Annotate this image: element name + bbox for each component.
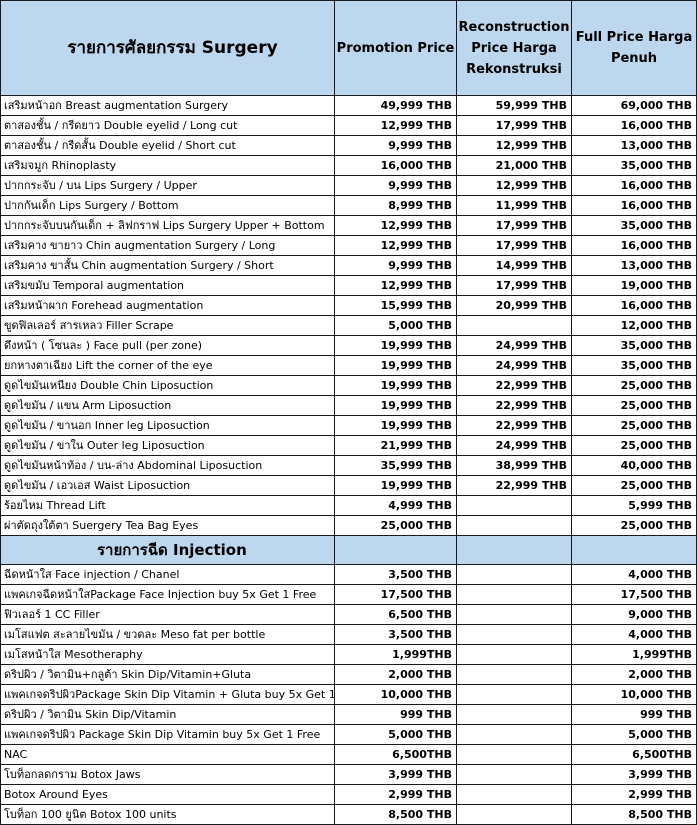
table-row <box>1 645 697 665</box>
header-item: รายการศัลยกรรม Surgery <box>1 1 335 96</box>
table-row <box>1 96 697 116</box>
procedure-name: โบท็อก 100 ยูนิต Botox 100 units <box>1 805 335 825</box>
header-promotion-price: Promotion Price <box>335 1 457 96</box>
reconstruction-price <box>457 745 572 765</box>
promotion-price: 19,999 THB <box>335 336 457 356</box>
procedure-name: เสริมขมับ Temporal augmentation <box>1 276 335 296</box>
promotion-price: 19,999 THB <box>335 356 457 376</box>
full-price: 1,999THB <box>572 645 697 665</box>
full-price: 9,000 THB <box>572 605 697 625</box>
table-row <box>1 256 697 276</box>
table-row <box>1 496 697 516</box>
procedure-name: ดริปผิว / วิตามิน Skin Dip/Vitamin <box>1 705 335 725</box>
reconstruction-price <box>457 765 572 785</box>
procedure-name: แพคเกจดริปผิวPackage Skin Dip Vitamin + Gluta buy 5x Get 1 <box>1 685 335 705</box>
header-reconstruction-price: Reconstruction Price Harga Rekonstruksi <box>457 1 572 96</box>
table-row <box>1 765 697 785</box>
procedure-name: เสริมคาง ขายาว Chin augmentation Surgery / Long <box>1 236 335 256</box>
promotion-price: 999 THB <box>335 705 457 725</box>
promotion-price: 49,999 THB <box>335 96 457 116</box>
full-price: 16,000 THB <box>572 236 697 256</box>
table-header <box>1 1 697 96</box>
full-price: 16,000 THB <box>572 116 697 136</box>
section-full-empty <box>572 536 697 565</box>
reconstruction-price: 12,999 THB <box>457 176 572 196</box>
table-row <box>1 276 697 296</box>
reconstruction-price <box>457 496 572 516</box>
header-full-price: Full Price Harga Penuh <box>572 1 697 96</box>
procedure-name: ร้อยไหม Thread Lift <box>1 496 335 516</box>
procedure-name: เสริมหน้าอก Breast augmentation Surgery <box>1 96 335 116</box>
table-row <box>1 136 697 156</box>
table-row <box>1 476 697 496</box>
table-row <box>1 176 697 196</box>
procedure-name: NAC <box>1 745 335 765</box>
reconstruction-price: 17,999 THB <box>457 236 572 256</box>
full-price: 16,000 THB <box>572 196 697 216</box>
promotion-price: 2,000 THB <box>335 665 457 685</box>
reconstruction-price <box>457 645 572 665</box>
reconstruction-price: 17,999 THB <box>457 216 572 236</box>
table-row <box>1 785 697 805</box>
promotion-price: 12,999 THB <box>335 276 457 296</box>
full-price: 35,000 THB <box>572 156 697 176</box>
full-price: 69,000 THB <box>572 96 697 116</box>
table-row <box>1 156 697 176</box>
promotion-price: 12,999 THB <box>335 236 457 256</box>
promotion-price: 8,999 THB <box>335 196 457 216</box>
promotion-price: 3,500 THB <box>335 625 457 645</box>
procedure-name: เมโสหน้าใส Mesotheraphy <box>1 645 335 665</box>
promotion-price: 3,500 THB <box>335 565 457 585</box>
reconstruction-price <box>457 725 572 745</box>
table-row <box>1 116 697 136</box>
procedure-name: ฟิวเลอร์ 1 CC Filler <box>1 605 335 625</box>
full-price: 5,000 THB <box>572 725 697 745</box>
full-price: 2,999 THB <box>572 785 697 805</box>
procedure-name: ฉีดหน้าใส Face injection / Chanel <box>1 565 335 585</box>
promotion-price: 9,999 THB <box>335 256 457 276</box>
table-row <box>1 585 697 605</box>
promotion-price: 19,999 THB <box>335 396 457 416</box>
reconstruction-price: 17,999 THB <box>457 276 572 296</box>
full-price: 13,000 THB <box>572 256 697 276</box>
table-row <box>1 436 697 456</box>
section-promo-empty <box>335 536 457 565</box>
reconstruction-price: 17,999 THB <box>457 116 572 136</box>
promotion-price: 9,999 THB <box>335 176 457 196</box>
procedure-name: Botox Around Eyes <box>1 785 335 805</box>
table-row <box>1 745 697 765</box>
promotion-price: 19,999 THB <box>335 416 457 436</box>
procedure-name: ดริปผิว / วิตามิน+กลูต้า Skin Dip/Vitamin+Gluta <box>1 665 335 685</box>
reconstruction-price <box>457 705 572 725</box>
reconstruction-price: 22,999 THB <box>457 396 572 416</box>
table-row <box>1 565 697 585</box>
procedure-name: ดูดไขมัน / แขน Arm Liposuction <box>1 396 335 416</box>
reconstruction-price: 24,999 THB <box>457 336 572 356</box>
table-row <box>1 416 697 436</box>
reconstruction-price: 24,999 THB <box>457 436 572 456</box>
section-title: รายการฉีด Injection <box>1 536 335 565</box>
full-price: 25,000 THB <box>572 416 697 436</box>
table-row <box>1 376 697 396</box>
table-row <box>1 316 697 336</box>
table-row <box>1 516 697 536</box>
full-price: 25,000 THB <box>572 396 697 416</box>
reconstruction-price <box>457 685 572 705</box>
table-row <box>1 625 697 645</box>
reconstruction-price <box>457 625 572 645</box>
promotion-price: 16,000 THB <box>335 156 457 176</box>
table-body <box>1 96 697 825</box>
promotion-price: 5,000 THB <box>335 316 457 336</box>
promotion-price: 17,500 THB <box>335 585 457 605</box>
promotion-price: 1,999THB <box>335 645 457 665</box>
reconstruction-price <box>457 585 572 605</box>
header-row <box>1 1 697 96</box>
table-row <box>1 396 697 416</box>
procedure-name: ดูดไขมัน / ขานอก Inner leg Liposuction <box>1 416 335 436</box>
table-row <box>1 725 697 745</box>
reconstruction-price <box>457 785 572 805</box>
full-price: 25,000 THB <box>572 476 697 496</box>
reconstruction-price: 21,000 THB <box>457 156 572 176</box>
reconstruction-price: 22,999 THB <box>457 416 572 436</box>
procedure-name: แพคเกจดริปผิว Package Skin Dip Vitamin buy 5x Get 1 Free <box>1 725 335 745</box>
promotion-price: 19,999 THB <box>335 476 457 496</box>
table-row <box>1 356 697 376</box>
promotion-price: 3,999 THB <box>335 765 457 785</box>
promotion-price: 15,999 THB <box>335 296 457 316</box>
reconstruction-price <box>457 316 572 336</box>
full-price: 12,000 THB <box>572 316 697 336</box>
full-price: 999 THB <box>572 705 697 725</box>
procedure-name: ปากกระจับบนกันเด็ก + ลิฟกราฟ Lips Surgery Upper + Bottom <box>1 216 335 236</box>
full-price: 25,000 THB <box>572 436 697 456</box>
full-price: 16,000 THB <box>572 296 697 316</box>
promotion-price: 12,999 THB <box>335 216 457 236</box>
full-price: 40,000 THB <box>572 456 697 476</box>
table-row <box>1 665 697 685</box>
full-price: 8,500 THB <box>572 805 697 825</box>
reconstruction-price: 12,999 THB <box>457 136 572 156</box>
full-price: 35,000 THB <box>572 216 697 236</box>
full-price: 13,000 THB <box>572 136 697 156</box>
full-price: 25,000 THB <box>572 516 697 536</box>
procedure-name: ปากกันเด็ก Lips Surgery / Bottom <box>1 196 335 216</box>
reconstruction-price: 22,999 THB <box>457 476 572 496</box>
reconstruction-price: 20,999 THB <box>457 296 572 316</box>
table-row <box>1 336 697 356</box>
promotion-price: 9,999 THB <box>335 136 457 156</box>
promotion-price: 6,500 THB <box>335 605 457 625</box>
full-price: 35,000 THB <box>572 336 697 356</box>
full-price: 19,000 THB <box>572 276 697 296</box>
promotion-price: 4,999 THB <box>335 496 457 516</box>
reconstruction-price <box>457 605 572 625</box>
procedure-name: เสริมจมูก Rhinoplasty <box>1 156 335 176</box>
promotion-price: 35,999 THB <box>335 456 457 476</box>
promotion-price: 8,500 THB <box>335 805 457 825</box>
reconstruction-price <box>457 665 572 685</box>
procedure-name: ดูดไขมัน / เอวเอส Waist Liposuction <box>1 476 335 496</box>
procedure-name: ตาสองชั้น / กรีดสั้น Double eyelid / Short cut <box>1 136 335 156</box>
full-price: 2,000 THB <box>572 665 697 685</box>
promotion-price: 21,999 THB <box>335 436 457 456</box>
procedure-name: ปากกระจับ / บน Lips Surgery / Upper <box>1 176 335 196</box>
section-header-row <box>1 536 697 565</box>
promotion-price: 25,000 THB <box>335 516 457 536</box>
table-row <box>1 805 697 825</box>
reconstruction-price <box>457 516 572 536</box>
full-price: 16,000 THB <box>572 176 697 196</box>
reconstruction-price: 59,999 THB <box>457 96 572 116</box>
reconstruction-price <box>457 805 572 825</box>
procedure-name: แพคเกจฉีดหน้าใสPackage Face Injection buy 5x Get 1 Free <box>1 585 335 605</box>
procedure-name: ขูดฟิลเลอร์ สารเหลว Filler Scrape <box>1 316 335 336</box>
table-row <box>1 685 697 705</box>
procedure-name: ตาสองชั้น / กรีดยาว Double eyelid / Long cut <box>1 116 335 136</box>
promotion-price: 5,000 THB <box>335 725 457 745</box>
procedure-name: ดึงหน้า ( โซนละ ) Face pull (per zone) <box>1 336 335 356</box>
table-row <box>1 705 697 725</box>
reconstruction-price <box>457 565 572 585</box>
promotion-price: 10,000 THB <box>335 685 457 705</box>
full-price: 10,000 THB <box>572 685 697 705</box>
procedure-name: ผ่าตัดถุงใต้ตา Suergery Tea Bag Eyes <box>1 516 335 536</box>
procedure-name: เมโสแฟต สะลายไขมัน / ขวดละ Meso fat per bottle <box>1 625 335 645</box>
full-price: 5,999 THB <box>572 496 697 516</box>
full-price: 4,000 THB <box>572 625 697 645</box>
full-price: 3,999 THB <box>572 765 697 785</box>
promotion-price: 12,999 THB <box>335 116 457 136</box>
reconstruction-price: 14,999 THB <box>457 256 572 276</box>
section-recon-empty <box>457 536 572 565</box>
reconstruction-price: 24,999 THB <box>457 356 572 376</box>
full-price: 6,500THB <box>572 745 697 765</box>
full-price: 4,000 THB <box>572 565 697 585</box>
full-price: 35,000 THB <box>572 356 697 376</box>
table-row <box>1 216 697 236</box>
procedure-name: เสริมคาง ขาสั้น Chin augmentation Surgery / Short <box>1 256 335 276</box>
table-row <box>1 605 697 625</box>
full-price: 17,500 THB <box>572 585 697 605</box>
reconstruction-price: 11,999 THB <box>457 196 572 216</box>
procedure-name: โบท็อกลดกราม Botox Jaws <box>1 765 335 785</box>
procedure-name: เสริมหน้าผาก Forehead augmentation <box>1 296 335 316</box>
table-row <box>1 456 697 476</box>
promotion-price: 19,999 THB <box>335 376 457 396</box>
procedure-name: ยกหางตาเฉียง Lift the corner of the eye <box>1 356 335 376</box>
promotion-price: 2,999 THB <box>335 785 457 805</box>
table-row <box>1 236 697 256</box>
table-row <box>1 196 697 216</box>
promotion-price: 6,500THB <box>335 745 457 765</box>
procedure-name: ดูดไขมันหน้าท้อง / บน-ล่าง Abdominal Liposuction <box>1 456 335 476</box>
procedure-name: ดูดไขมันเหนียง Double Chin Liposuction <box>1 376 335 396</box>
reconstruction-price: 38,999 THB <box>457 456 572 476</box>
full-price: 25,000 THB <box>572 376 697 396</box>
procedure-name: ดูดไขมัน / ขาใน Outer leg Liposuction <box>1 436 335 456</box>
table-row <box>1 296 697 316</box>
reconstruction-price: 22,999 THB <box>457 376 572 396</box>
